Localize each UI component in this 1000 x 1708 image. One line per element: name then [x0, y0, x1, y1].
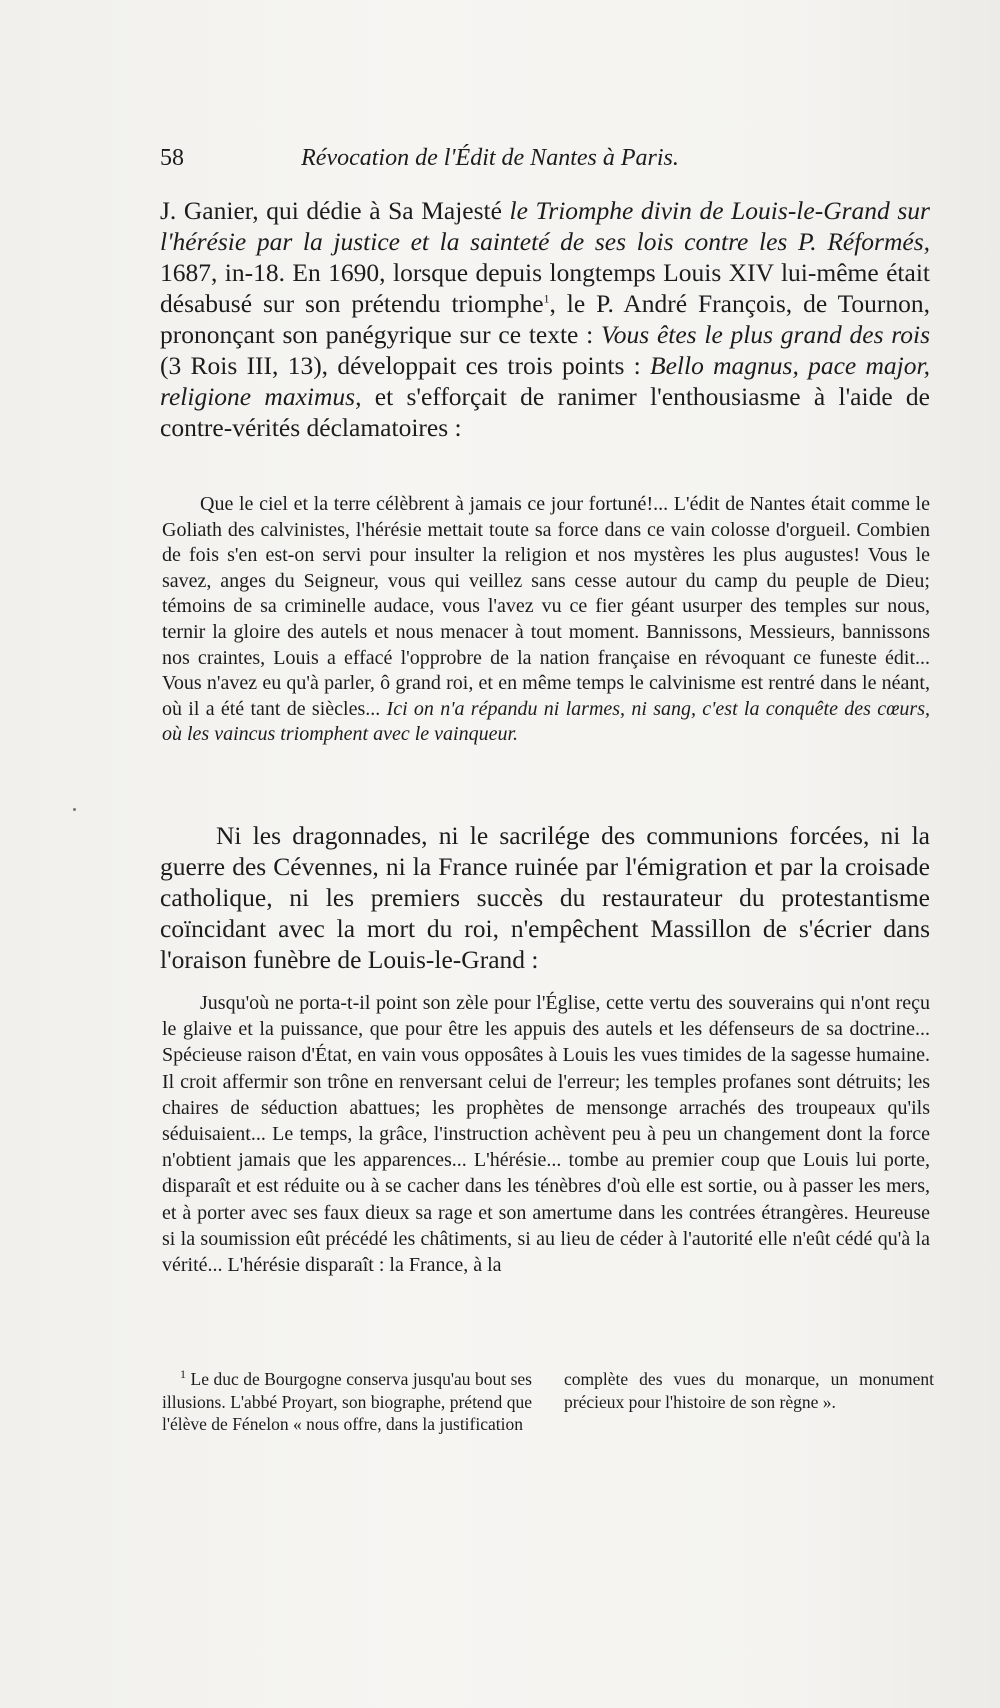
quote-1-text: Que le ciel et la terre célèbrent à jamais ce jour fortuné!... L'édit de Nantes était comme le Goliath des calvinistes, l'hérésie mettait toute sa force dans ce vain colosse d'orgueil. Combien de fois s'en est-on servi pour insulter la religion et nos mystères les plus augustes! Vous le savez, anges du Seigneur, vous qui veillez sans cesse autour du camp du peuple de Dieu; témoins de sa criminelle audace, vous l'avez vu ce fier géant usurper des temples sur nous, ternir la gloire des autels et nous menacer à tout moment. Bannissons, Messieurs, bannissons nos craintes, Louis a effacé l'opprobre de la nation française en révoquant ce funeste édit... Vous n'avez eu qu'à parler, ô grand roi, et en même temps le calvinisme est rentré dans le néant, où il a été tant de siècles...: [162, 493, 930, 720]
footnote-column-1: [162, 1368, 532, 1436]
lead-text-4: (3 Rois III, 13), développait ces trois points :: [160, 351, 651, 380]
footnote-reference: 1: [543, 291, 550, 306]
page-header: [160, 145, 780, 177]
quotation-block-1: [162, 492, 930, 748]
lead-italic-quote: Vous êtes le plus grand des rois: [601, 320, 930, 349]
main-paragraph: [160, 820, 930, 975]
quotation-block-2: [162, 990, 930, 1278]
lead-italic-title: le Triomphe divin de Louis-le-Grand sur l'hérésie par la justice et la sainteté de ses lois contre les P. Réformés,: [160, 196, 930, 256]
footnote-column-2: complète des vues du monarque, un monument précieux pour l'histoire de son règne ».: [564, 1369, 934, 1412]
lead-paragraph: [160, 195, 930, 443]
main-paragraph-text: Ni les dragonnades, ni le sacrilége des communions forcées, ni la guerre des Cévennes, ni la France ruinée par l'émigration et par la croisade catholique, ni les premiers succès du restaurateur du protestantisme coïncidant avec la mort du roi, n'empêchent Massillon de s'écrier dans l'oraison funèbre de Louis-le-Grand :: [160, 821, 930, 974]
quote-1-italic: Ici on n'a répandu ni larmes, ni sang, c'est la conquête des cœurs, où les vaincus triomphent avec le vainqueur.: [162, 697, 930, 746]
footnote-text-1: Le duc de Bourgogne conserva jusqu'au bout ses illusions. L'abbé Proyart, son biographe, prétend que l'élève de Fénelon « nous offre, dans la justification: [162, 1369, 532, 1434]
lead-text-2: 1687, in-18. En 1690, lorsque depuis longtemps Louis XIV lui-même était désabusé sur son prétendu triomphe: [160, 258, 930, 318]
lead-text-1: J. Ganier, qui dédie à Sa Majesté: [160, 196, 510, 225]
lead-italic-latin: Bello magnus, pace major, religione maximus,: [160, 351, 930, 411]
footnotes: [162, 1368, 934, 1436]
quote-2-text: Jusqu'où ne porta-t-il point son zèle pour l'Église, cette vertu des souverains qui n'ont reçu le glaive et la puissance, que pour être les appuis des autels et les défenseurs de sa doctrine... Spécieuse raison d'État, en vain vous opposâtes à Louis les vues timides de la sagesse humaine. Il croit affermir son trône en renversant celui de l'erreur; les temples profanes sont détruits; les chaires de séduction abattues; les prophètes de mensonge arrachés des troupeaux qu'ils séduisaient... Le temps, la grâce, l'instruction achèvent peu à peu un changement dont la force n'obtient jamais que les apparences... L'hérésie... tombe au premier coup que Louis lui porte, disparaît et est réduite ou à se cacher dans les ténèbres d'où elle est sortie, ou à passer les mers, et à porter avec ses faux dieux sa rage et son amertume dans les contrées étrangères. Heureuse si la soumission eût précédé les châtiments, si au lieu de céder à l'autorité elle n'eût cédé qu'à la vérité... L'hérésie disparaît : la France, à la: [162, 992, 930, 1277]
lead-text-3: , le P. André François, de Tournon, prononçant son panégyrique sur ce texte :: [160, 289, 930, 349]
footnote-marker: 1: [180, 1367, 186, 1382]
page-number: 58: [160, 145, 184, 171]
running-title: Révocation de l'Édit de Nantes à Paris.: [301, 145, 679, 171]
margin-speck: [73, 808, 76, 811]
lead-text-5: et s'efforçait de ranimer l'enthousiasme à l'aide de contre-vérités déclamatoires :: [160, 382, 931, 442]
